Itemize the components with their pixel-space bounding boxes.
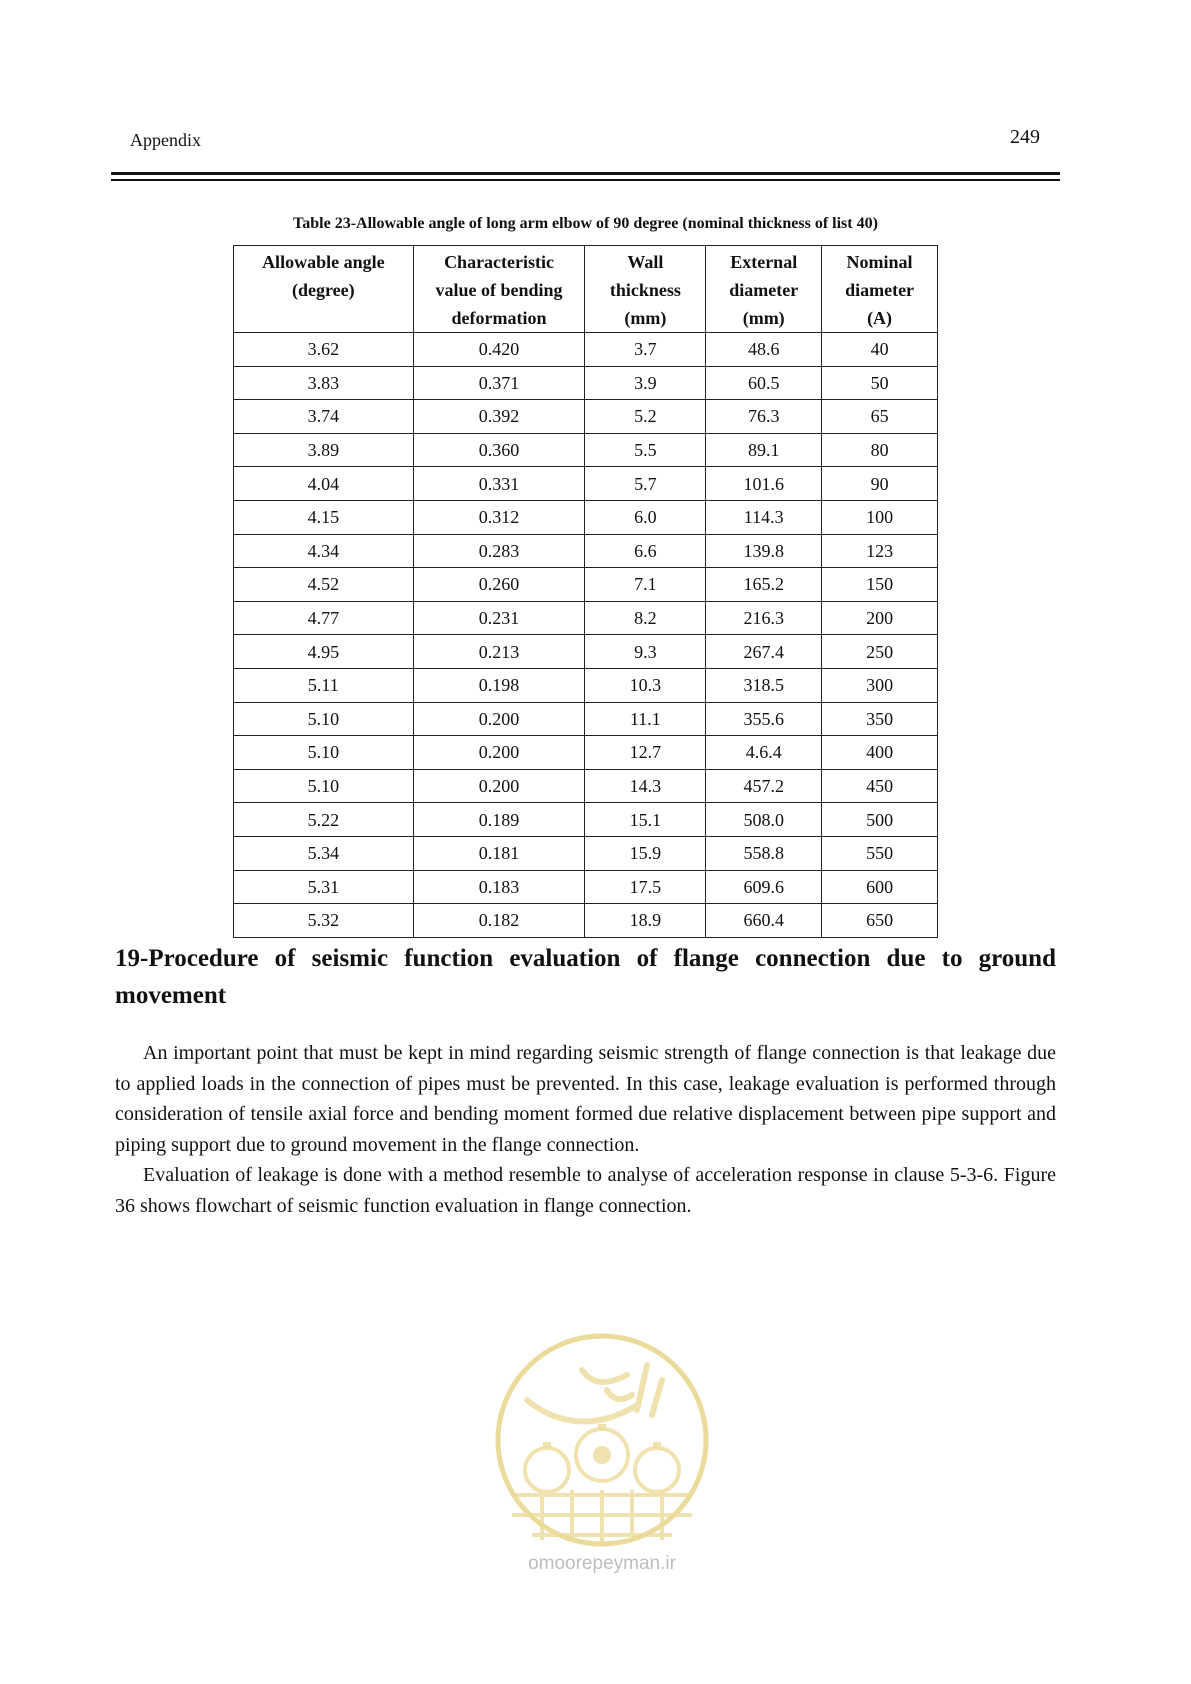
table-cell: 40 xyxy=(822,333,938,367)
table-cell: 15.1 xyxy=(585,803,706,837)
table-cell: 0.182 xyxy=(413,904,585,938)
table-cell: 3.89 xyxy=(234,433,414,467)
header-line: (mm) xyxy=(742,308,785,328)
table-cell: 150 xyxy=(822,568,938,602)
table-cell: 5.11 xyxy=(234,668,414,702)
table-cell: 4.95 xyxy=(234,635,414,669)
table-cell: 4.52 xyxy=(234,568,414,602)
table-row xyxy=(234,333,938,367)
table-cell: 5.32 xyxy=(234,904,414,938)
table-cell: 450 xyxy=(822,769,938,803)
header-line: deformation xyxy=(451,308,547,328)
table-cell: 65 xyxy=(822,400,938,434)
table-cell: 4.77 xyxy=(234,601,414,635)
allowable-angle-table xyxy=(233,245,938,938)
table-cell: 5.7 xyxy=(585,467,706,501)
table-cell: 9.3 xyxy=(585,635,706,669)
table-cell: 4.34 xyxy=(234,534,414,568)
table-cell: 89.1 xyxy=(706,433,822,467)
table-cell: 5.10 xyxy=(234,769,414,803)
table-body xyxy=(234,333,938,938)
table-cell: 6.0 xyxy=(585,500,706,534)
table-cell: 139.8 xyxy=(706,534,822,568)
table-row xyxy=(234,904,938,938)
table-cell: 350 xyxy=(822,702,938,736)
table-cell: 76.3 xyxy=(706,400,822,434)
table-cell: 18.9 xyxy=(585,904,706,938)
table-cell: 4.6.4 xyxy=(706,736,822,770)
table-cell: 558.8 xyxy=(706,836,822,870)
table-cell: 0.260 xyxy=(413,568,585,602)
table-cell: 3.7 xyxy=(585,333,706,367)
table-cell: 0.331 xyxy=(413,467,585,501)
table-cell: 80 xyxy=(822,433,938,467)
table-cell: 660.4 xyxy=(706,904,822,938)
table-caption: Table 23-Allowable angle of long arm elbow of 90 degree (nominal thickness of list 40) xyxy=(293,215,878,232)
table-cell: 267.4 xyxy=(706,635,822,669)
table-cell: 3.74 xyxy=(234,400,414,434)
table-cell: 15.9 xyxy=(585,836,706,870)
header-line: (A) xyxy=(867,308,893,328)
table-cell: 400 xyxy=(822,736,938,770)
table-header-row xyxy=(234,246,938,333)
table-row xyxy=(234,467,938,501)
table-cell: 508.0 xyxy=(706,803,822,837)
table-cell: 5.5 xyxy=(585,433,706,467)
header-line: thickness xyxy=(609,280,681,300)
table-cell: 0.231 xyxy=(413,601,585,635)
table-cell: 0.283 xyxy=(413,534,585,568)
table-cell: 5.10 xyxy=(234,736,414,770)
table-cell: 500 xyxy=(822,803,938,837)
table-cell: 5.31 xyxy=(234,870,414,904)
table-cell: 101.6 xyxy=(706,467,822,501)
column-header-bending-deformation xyxy=(413,246,585,333)
table-row xyxy=(234,702,938,736)
table-row xyxy=(234,668,938,702)
table-cell: 0.181 xyxy=(413,836,585,870)
header-line: value of bending xyxy=(435,280,563,300)
table-cell: 12.7 xyxy=(585,736,706,770)
table-cell: 11.1 xyxy=(585,702,706,736)
body-paragraph: An important point that must be kept in mind regarding seismic strength of flange connection is that leakage due to applied loads in the connection of pipes must be prevented. In this case, leakage evaluation is performed through consideration of tensile axial force and bending moment formed due relative displacement between pipe support and piping support due to ground movement in the flange connection. xyxy=(115,1042,1056,1156)
table-cell: 0.392 xyxy=(413,400,585,434)
table-row xyxy=(234,635,938,669)
table-cell: 14.3 xyxy=(585,769,706,803)
table-cell: 0.420 xyxy=(413,333,585,367)
column-header-wall-thickness xyxy=(585,246,706,333)
header-line: Nominal xyxy=(846,252,913,272)
watermark-seal-icon xyxy=(487,1330,717,1550)
section-body xyxy=(115,1038,1056,1221)
table-row xyxy=(234,433,938,467)
table-cell: 0.198 xyxy=(413,668,585,702)
table-cell: 5.34 xyxy=(234,836,414,870)
table-cell: 0.183 xyxy=(413,870,585,904)
header-double-rule xyxy=(111,172,1060,181)
table-cell: 4.04 xyxy=(234,467,414,501)
table-cell: 457.2 xyxy=(706,769,822,803)
table-cell: 216.3 xyxy=(706,601,822,635)
table-row xyxy=(234,568,938,602)
header-line: (degree) xyxy=(292,280,355,300)
table-cell: 0.213 xyxy=(413,635,585,669)
header-line: (mm) xyxy=(624,308,667,328)
table-cell: 123 xyxy=(822,534,938,568)
table-row xyxy=(234,366,938,400)
header-line: diameter xyxy=(729,280,799,300)
table-cell: 200 xyxy=(822,601,938,635)
table-cell: 0.360 xyxy=(413,433,585,467)
header-line: Characteristic xyxy=(444,252,555,272)
table-cell: 650 xyxy=(822,904,938,938)
table-cell: 355.6 xyxy=(706,702,822,736)
table-cell: 5.10 xyxy=(234,702,414,736)
table-cell: 10.3 xyxy=(585,668,706,702)
table-row xyxy=(234,870,938,904)
table-cell: 0.371 xyxy=(413,366,585,400)
table-cell: 0.200 xyxy=(413,702,585,736)
table-cell: 50 xyxy=(822,366,938,400)
page-number: 249 xyxy=(1010,126,1040,148)
watermark-site: omoorepeyman.ir xyxy=(528,1553,676,1574)
body-paragraph: Evaluation of leakage is done with a method resemble to analyse of acceleration response in clause 5-3-6. Figure 36 shows flowchart of seismic function evaluation in flange connection. xyxy=(115,1164,1056,1217)
table-row xyxy=(234,803,938,837)
column-header-nominal-diameter xyxy=(822,246,938,333)
table-header xyxy=(234,246,938,333)
header-line: diameter xyxy=(845,280,915,300)
table-cell: 6.6 xyxy=(585,534,706,568)
column-header-allowable-angle xyxy=(234,246,414,333)
column-header-external-diameter xyxy=(706,246,822,333)
table-cell: 114.3 xyxy=(706,500,822,534)
table-row xyxy=(234,601,938,635)
table-cell: 60.5 xyxy=(706,366,822,400)
watermark-logo xyxy=(487,1330,717,1590)
table-row xyxy=(234,534,938,568)
table-cell: 8.2 xyxy=(585,601,706,635)
table-cell: 318.5 xyxy=(706,668,822,702)
table-cell: 100 xyxy=(822,500,938,534)
table-cell: 17.5 xyxy=(585,870,706,904)
table-cell: 48.6 xyxy=(706,333,822,367)
table-row xyxy=(234,769,938,803)
table-cell: 250 xyxy=(822,635,938,669)
table-cell: 165.2 xyxy=(706,568,822,602)
running-head: Appendix xyxy=(130,130,201,150)
table-row xyxy=(234,500,938,534)
header-line: External xyxy=(730,252,798,272)
table-cell: 600 xyxy=(822,870,938,904)
table-cell: 5.22 xyxy=(234,803,414,837)
table-cell: 3.62 xyxy=(234,333,414,367)
table-row xyxy=(234,836,938,870)
table-cell: 0.200 xyxy=(413,736,585,770)
table-row xyxy=(234,736,938,770)
table-cell: 3.9 xyxy=(585,366,706,400)
table-cell: 550 xyxy=(822,836,938,870)
table-cell: 3.83 xyxy=(234,366,414,400)
header-line: Allowable angle xyxy=(262,252,385,272)
table-cell: 90 xyxy=(822,467,938,501)
table-cell: 5.2 xyxy=(585,400,706,434)
table-row xyxy=(234,400,938,434)
table-cell: 0.189 xyxy=(413,803,585,837)
table-cell: 7.1 xyxy=(585,568,706,602)
section-heading: 19-Procedure of seismic function evaluation of flange connection due to ground movement xyxy=(115,945,1056,1009)
table-cell: 0.312 xyxy=(413,500,585,534)
table-cell: 4.15 xyxy=(234,500,414,534)
table-cell: 609.6 xyxy=(706,870,822,904)
table-cell: 300 xyxy=(822,668,938,702)
header-line: Wall xyxy=(627,252,664,272)
table-cell: 0.200 xyxy=(413,769,585,803)
